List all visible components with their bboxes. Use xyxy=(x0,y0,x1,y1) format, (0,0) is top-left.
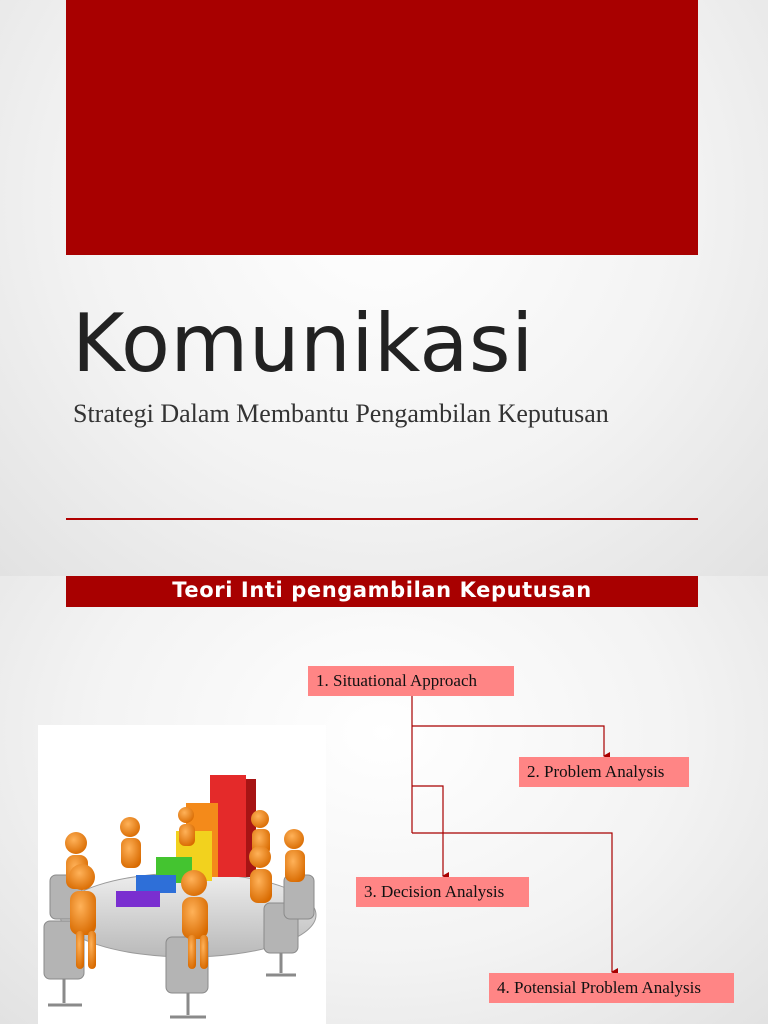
step-potential-problem-analysis: 4. Potensial Problem Analysis xyxy=(489,973,734,1003)
step-situational-approach: 1. Situational Approach xyxy=(308,666,514,696)
slide-title: Komunikasi xyxy=(72,297,534,390)
divider-line xyxy=(66,518,698,520)
flow-connectors xyxy=(0,576,768,1024)
title-color-block xyxy=(66,0,698,255)
slide-2 xyxy=(0,576,768,1024)
step-problem-analysis: 2. Problem Analysis xyxy=(519,757,689,787)
slide-subtitle: Strategi Dalam Membantu Pengambilan Keputusan xyxy=(73,399,609,428)
section-banner: Teori Inti pengambilan Keputusan xyxy=(66,576,698,607)
step-decision-analysis: 3. Decision Analysis xyxy=(356,877,529,907)
